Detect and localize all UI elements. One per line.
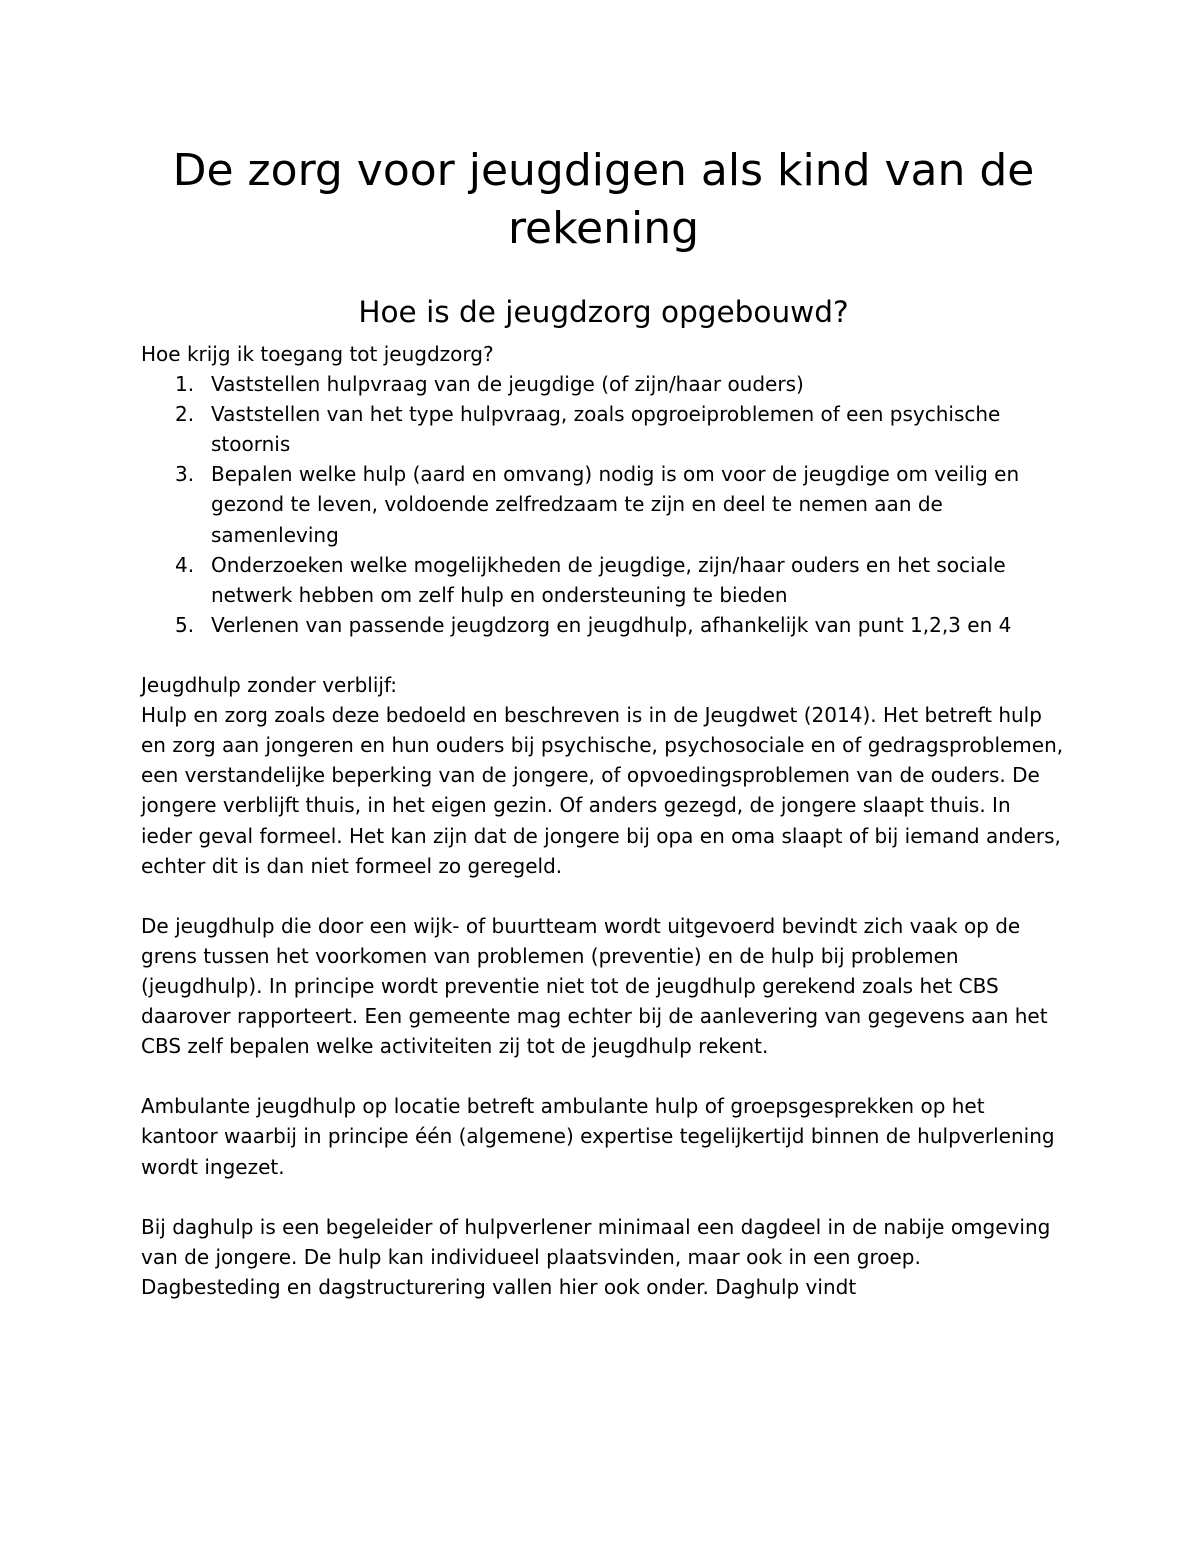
list-item-number: 1.	[175, 372, 195, 397]
list-item	[141, 550, 1066, 610]
list-item	[141, 610, 1066, 640]
list-item-number: 3.	[175, 462, 195, 487]
paragraph: Bij daghulp is een begeleider of hulpverlener minimaal een dagdeel in de nabije omgeving van de jongere. De hulp kan individueel plaatsvinden, maar ook in een groep. Dagbesteding en dagstructurering vallen hier ook onder. Daghulp vindt	[141, 1214, 1051, 1299]
spacer	[141, 640, 1066, 670]
list-item-text: Vaststellen van het type hulpvraag, zoals opgroeiproblemen of een psychische stoornis	[211, 402, 1001, 457]
list-item	[141, 399, 1066, 459]
list-item-text: Onderzoeken welke mogelijkheden de jeugdige, zijn/haar ouders en het sociale netwerk hebben om zelf hulp en ondersteuning te bieden	[211, 552, 1006, 607]
list-item	[141, 369, 1066, 399]
list-item-number: 5.	[175, 612, 195, 637]
list-item-text: Vaststellen hulpvraag van de jeugdige (of zijn/haar ouders)	[211, 372, 804, 397]
spacer	[141, 1061, 1066, 1091]
intro-question: Hoe krijg ik toegang tot jeugdzorg?	[141, 342, 494, 366]
document-body	[141, 339, 1066, 1302]
list-item	[141, 459, 1066, 549]
access-steps-list	[141, 369, 1066, 640]
section-heading: Jeugdhulp zonder verblijf:	[141, 673, 398, 698]
spacer	[141, 881, 1066, 911]
list-item-number: 2.	[175, 402, 195, 427]
paragraph: Hulp en zorg zoals deze bedoeld en beschreven is in de Jeugdwet (2014). Het betreft hulp en zorg aan jongeren en hun ouders bij psychische, psychosociale en of gedragsproblemen, een verstandelijke beperking van de jongere, of opvoedingsproblemen van de ouders. De jongere verblijft thuis, in het eigen gezin. Of anders gezegd, de jongere slaapt thuis. In ieder geval formeel. Het kan zijn dat de jongere bij opa en oma slaapt of bij iemand anders, echter dit is dan niet formeel zo geregeld.	[141, 703, 1064, 878]
paragraph: Ambulante jeugdhulp op locatie betreft ambulante hulp of groepsgesprekken op het kantoor waarbij in principe één (algemene) expertise tegelijkertijd binnen de hulpverlening wordt ingezet.	[141, 1094, 1055, 1179]
document-title: De zorg voor jeugdigen als kind van de rekening	[172, 145, 1035, 254]
section-title: Hoe is de jeugdzorg opgebouwd?	[358, 295, 849, 329]
spacer	[141, 1182, 1066, 1212]
list-item-text: Verlenen van passende jeugdzorg en jeugdhulp, afhankelijk van punt 1,2,3 en 4	[211, 612, 1012, 637]
list-item-number: 4.	[175, 552, 195, 577]
list-item-text: Bepalen welke hulp (aard en omvang) nodig is om voor de jeugdige om veilig en gezond te leven, voldoende zelfredzaam te zijn en deel te nemen aan de samenleving	[211, 462, 1020, 547]
paragraph: De jeugdhulp die door een wijk- of buurtteam wordt uitgevoerd bevindt zich vaak op de grens tussen het voorkomen van problemen (preventie) en de hulp bij problemen (jeugdhulp). In principe wordt preventie niet tot de jeugdhulp gerekend zoals het CBS daarover rapporteert. Een gemeente mag echter bij de aanlevering van gegevens aan het CBS zelf bepalen welke activiteiten zij tot de jeugdhulp rekent.	[141, 913, 1048, 1059]
